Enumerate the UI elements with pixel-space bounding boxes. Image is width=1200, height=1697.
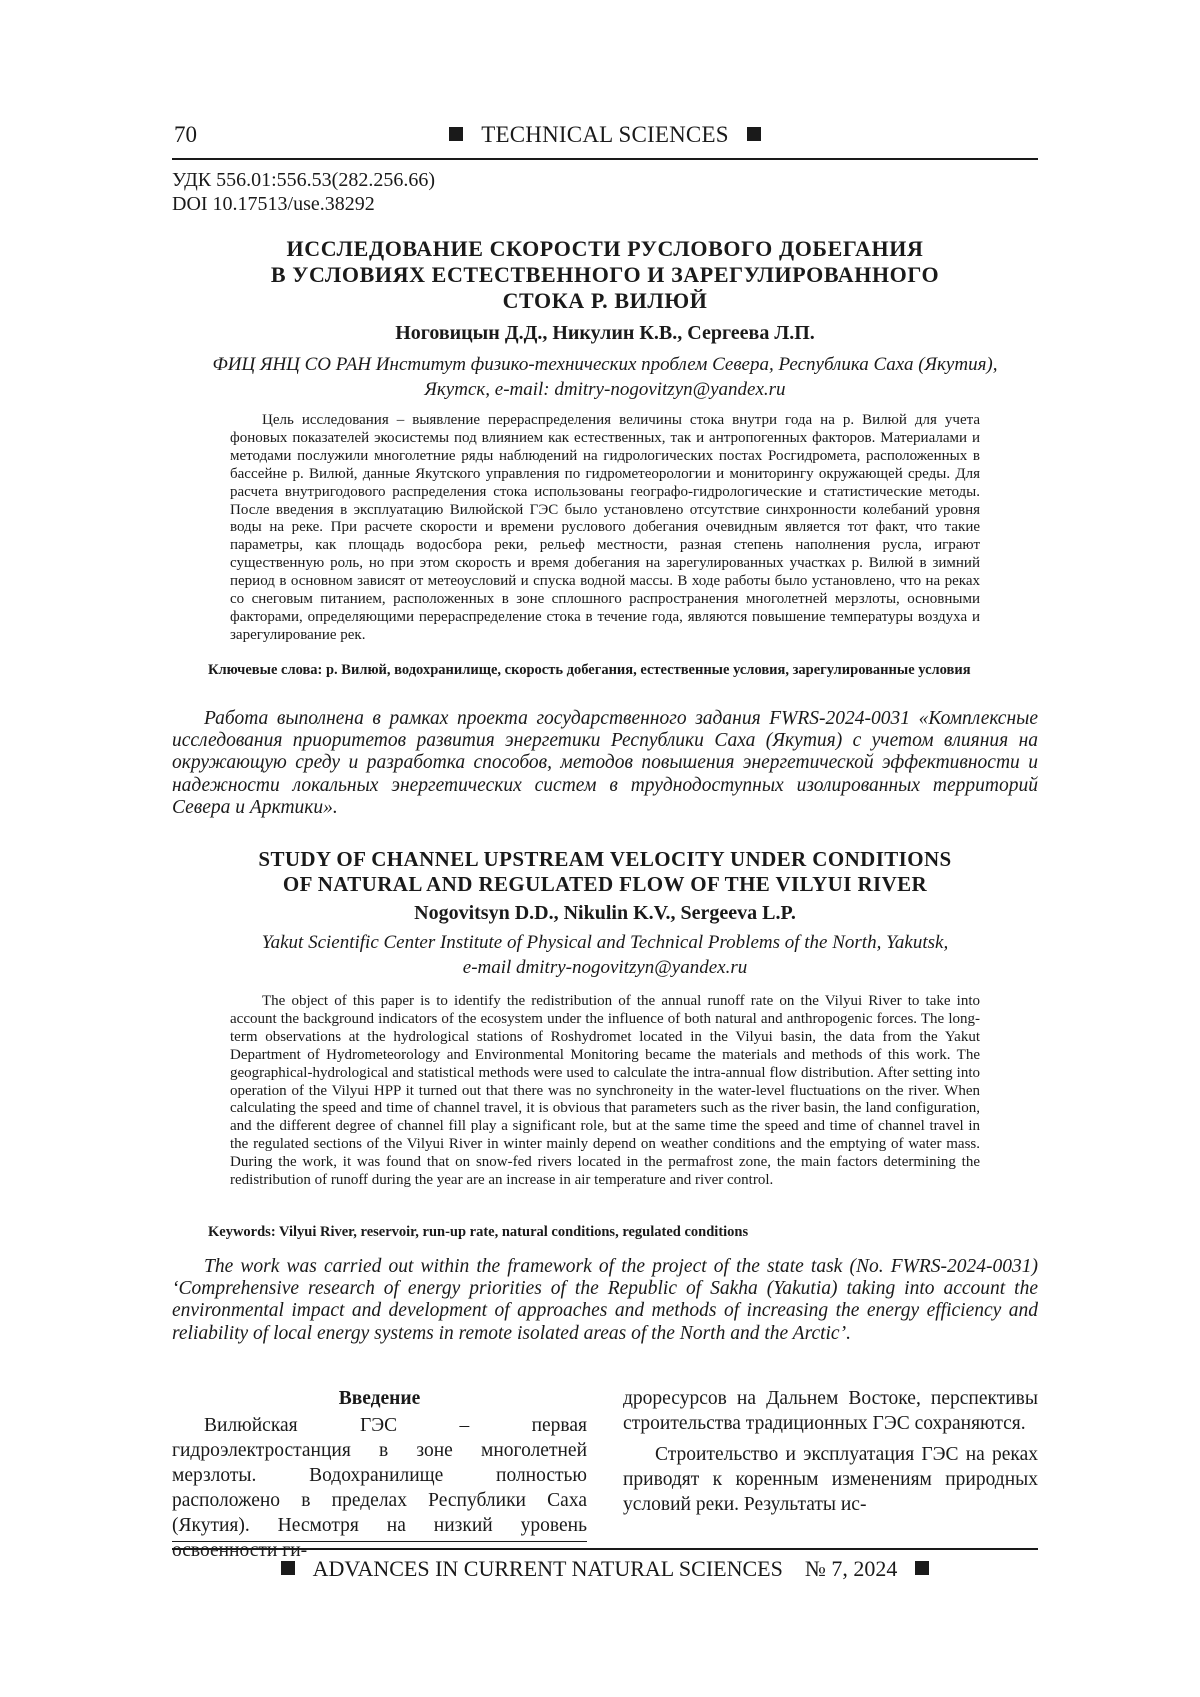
body-paragraph: Вилюйская ГЭС – первая гидроэлектростанция в зоне многолетней мерзлоты. Водохранилище полностью расположено в пределах Республики Саха (Якутия). Несмотря на низкий уровень освоенности ги-	[172, 1415, 587, 1561]
body-paragraph-continued: дроресурсов на Дальнем Востоке, перспективы строительства традиционных ГЭС сохраняются.	[623, 1388, 1038, 1434]
affiliation-en-line: Yakut Scientific Center Institute of Physical and Technical Problems of the North, Yakutsk,	[261, 932, 949, 953]
square-bullet-icon	[747, 127, 761, 141]
body-paragraph: Строительство и эксплуатация ГЭС на реках приводят к коренным изменениям природных условий реки. Результаты ис-	[623, 1444, 1038, 1515]
body-column-left	[172, 1386, 587, 1563]
doi: DOI 10.17513/use.38292	[172, 193, 375, 215]
affiliation-ru	[172, 352, 1038, 402]
funding-ru: Работа выполнена в рамках проекта государственного задания FWRS-2024-0031 «Комплексные исследования приоритетов развития энергетики Республики Саха (Якутия) с учетом влияния на окружающую среду и разработка способов, методов повышения энергетической эффективности и надежности локальных энергетических систем в труднодоступных изолированных территорий Севера и Арктики».	[172, 708, 1038, 818]
abstract-ru: Цель исследования – выявление перераспределения величины стока внутри года на р. Вилюй для учета фоновых показателей экосистемы под влиянием как естественных, так и антропогенных факторов. Материалами и методами послужили многолетние ряды наблюдений на гидрологических постах Росгидромета, расположенных в бассейне р. Вилюй, данные Якутского управления по гидрометеорологии и мониторингу окружающей среды. Для расчета внутригодового распределения стока использованы географо-гидрологические и статистические методы. После введения в эксплуатацию Вилюйской ГЭС было установлено отсутствие синхронности колебаний уровня воды на реке. При расчете скорости и времени руслового добегания очевидным является тот факт, что такие параметры, как площадь водосбора реки, рельеф местности, разная степень наполнения русла, играют существенную роль, но при этом скорость и время добегания на зарегулированных участках р. Вилюй в зимний период в основном зависят от метеоусловий и спуска водной массы. В ходе работы было установлено, что на реках со снеговым питанием, расположенных в зоне сплошного распространения многолетней мерзлоты, основными факторами, определяющими перераспределение стока в течение года, являются повышение температуры воздуха и зарегулирование рек.	[230, 412, 980, 643]
authors-en: Nogovitsyn D.D., Nikulin K.V., Sergeeva L.P.	[414, 902, 796, 924]
title-en-line: OF NATURAL AND REGULATED FLOW OF THE VILYUI RIVER	[282, 872, 928, 896]
footer-journal-name: ADVANCES IN CURRENT NATURAL SCIENCES	[312, 1556, 783, 1581]
title-ru-line: ИССЛЕДОВАНИЕ СКОРОСТИ РУСЛОВОГО ДОБЕГАНИЯ	[286, 236, 924, 261]
page-number: 70	[174, 122, 197, 147]
footer-issue: № 7, 2024	[804, 1556, 898, 1581]
journal-section	[172, 122, 1038, 148]
title-ru	[172, 236, 1038, 314]
abstract-en: The object of this paper is to identify the redistribution of the annual runoff rate on the Vilyui River to take into account the background indicators of the ecosystem under the influence of both natural and anthropogenic forces. The long-term observations at the hydrological stations of Roshydromet located in the Vilyui basin, the data from the Yakut Department of Hydrometeorology and Environmental Monitoring became the materials and methods of this work. The geographical-hydrological and statistical methods were used to calculate the intra-annual flow distribution. After setting into operation of the Vilyui HPP it turned out that there was no synchroneity in the water-level fluctuations on the river. When calculating the speed and time of channel travel, it is obvious that parameters such as the river basin, the land configuration, and the different degree of channel fill play a significant role, but at the same time the speed and time of channel travel in the regulated sections of the Vilyui River in winter mainly depend on weather conditions and the emptying of water mass. During the work, it was found that on snow-fed rivers located in the permafrost zone, the main factors determining the redistribution of runoff during the year are an increase in air temperature and river control.	[230, 993, 980, 1189]
funding-en: The work was carried out within the framework of the project of the state task (No. FWRS-2024-0031) ‘Comprehensive research of energy priorities of the Republic of Sakha (Yakutia) taking into account the environmental impact and development of approaches and methods of increasing the energy efficiency and reliability of local energy systems in remote isolated areas of the North and the Arctic’.	[172, 1256, 1038, 1344]
square-bullet-icon	[281, 1561, 295, 1575]
article-identifiers	[172, 168, 435, 216]
affiliation-en	[172, 930, 1038, 980]
title-ru-line: СТОКА Р. ВИЛЮЙ	[502, 288, 708, 313]
running-footer	[172, 1548, 1038, 1596]
running-header	[172, 118, 1038, 160]
title-en	[172, 847, 1038, 897]
column-rule	[172, 1541, 587, 1542]
keywords-en: Keywords: Vilyui River, reservoir, run-up rate, natural conditions, regulated conditions	[208, 1224, 749, 1240]
affiliation-en-line: e-mail dmitry-nogovitzyn@yandex.ru	[462, 957, 748, 978]
keywords-ru: Ключевые слова: р. Вилюй, водохранилище, скорость добегания, естественные условия, зарегулированные условия	[208, 662, 971, 678]
section-title: Введение	[338, 1388, 421, 1409]
affiliation-ru-line: ФИЦ ЯНЦ СО РАН Институт физико-технических проблем Севера, Республика Саха (Якутия),	[212, 354, 998, 375]
body-column-right	[623, 1386, 1038, 1517]
title-en-line: STUDY OF CHANNEL UPSTREAM VELOCITY UNDER CONDITIONS	[258, 847, 952, 871]
journal-section-label: TECHNICAL SCIENCES	[481, 122, 729, 147]
affiliation-ru-line: Якутск, e-mail: dmitry-nogovitzyn@yandex.ru	[424, 379, 786, 400]
square-bullet-icon	[449, 127, 463, 141]
udc-code: УДК 556.01:556.53(282.256.66)	[172, 169, 435, 191]
title-ru-line: В УСЛОВИЯХ ЕСТЕСТВЕННОГО И ЗАРЕГУЛИРОВАННОГО	[270, 262, 940, 287]
authors-ru: Ноговицын Д.Д., Никулин К.В., Сергеева Л.П.	[395, 322, 815, 344]
square-bullet-icon	[915, 1561, 929, 1575]
